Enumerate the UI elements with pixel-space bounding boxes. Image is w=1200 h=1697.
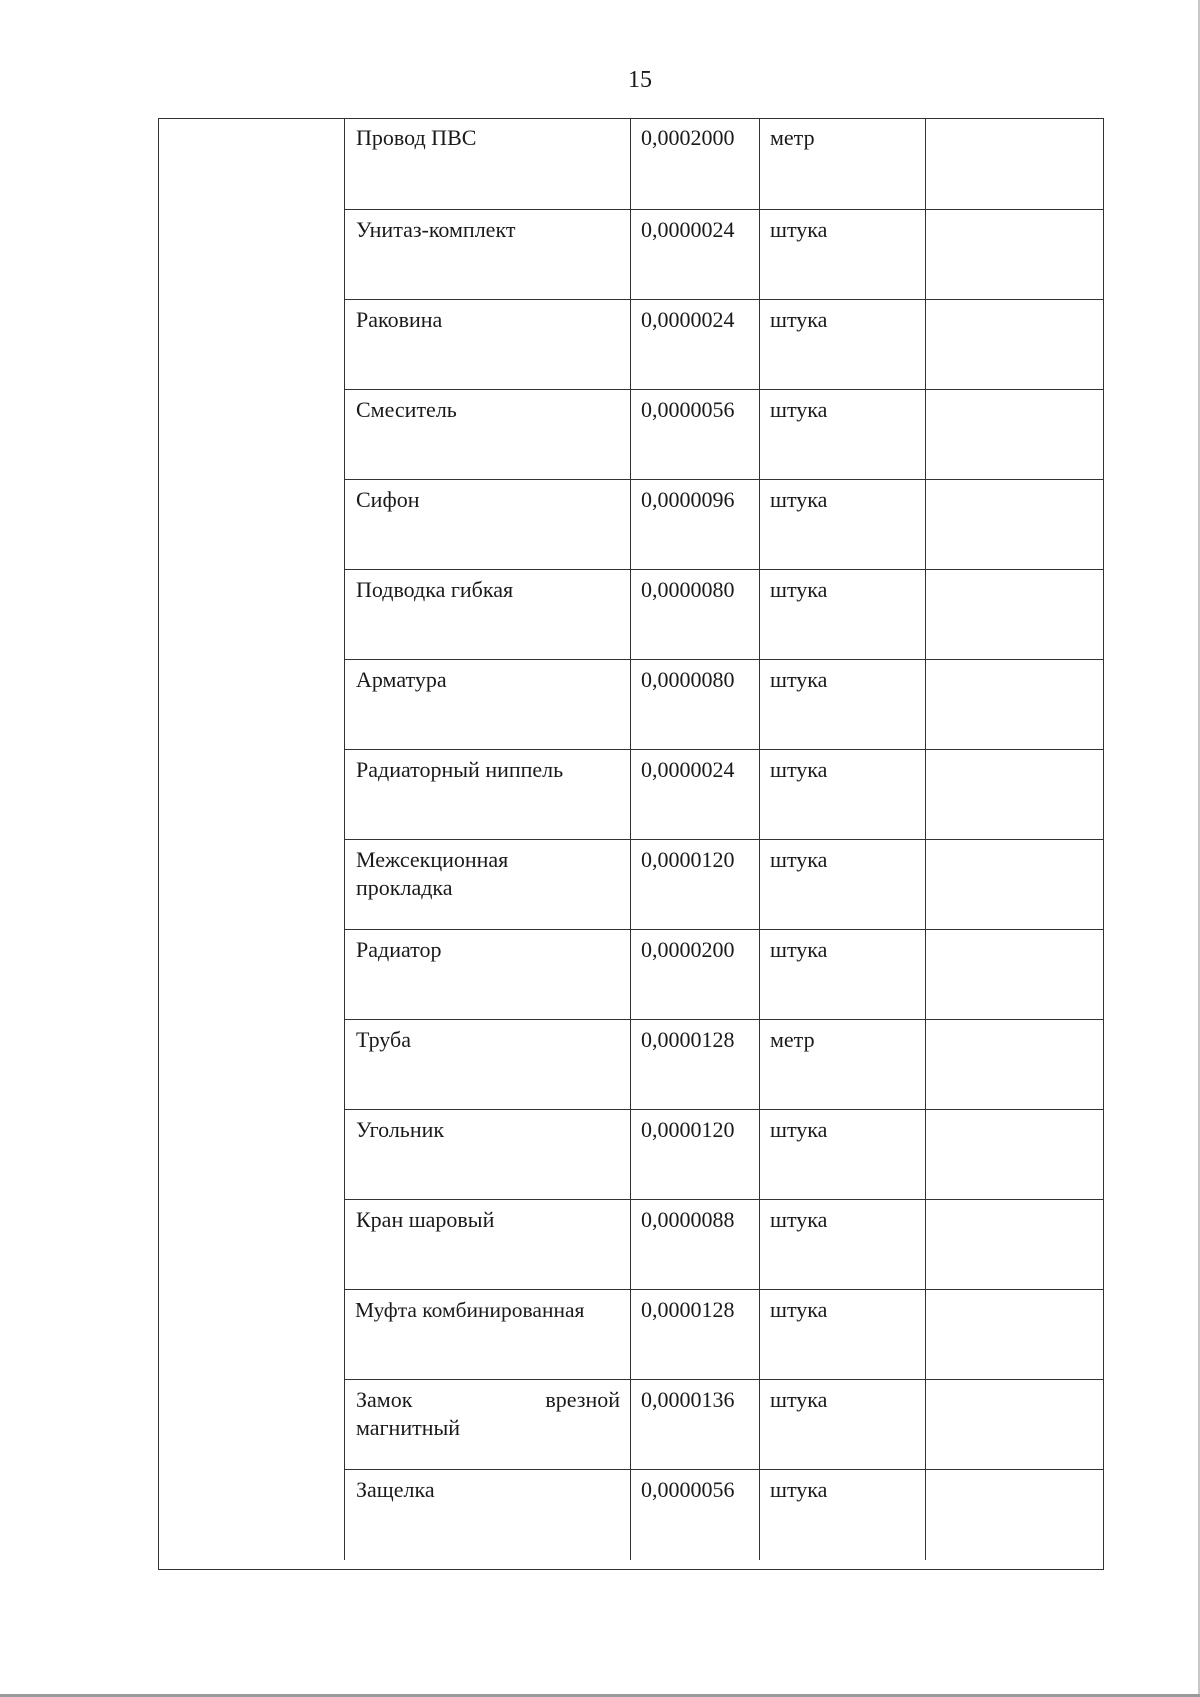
table-row: [344, 1290, 1104, 1380]
table-row: [344, 1020, 1104, 1110]
material-quantity: 0,0000128: [630, 1290, 759, 1379]
material-unit: штука: [759, 1200, 925, 1289]
material-name: Смеситель: [344, 390, 630, 479]
material-name: Муфта комбинированная: [344, 1290, 630, 1379]
material-name: Радиатор: [344, 930, 630, 1019]
material-unit: штука: [759, 210, 925, 299]
empty-cell: [925, 930, 1104, 1019]
material-name: [344, 1380, 630, 1469]
material-name: Труба: [344, 1020, 630, 1109]
material-unit: штука: [759, 1290, 925, 1379]
empty-cell: [925, 1290, 1104, 1379]
material-unit: штука: [759, 1380, 925, 1469]
empty-cell: [925, 840, 1104, 929]
material-quantity: 0,0000080: [630, 660, 759, 749]
material-quantity: 0,0000096: [630, 480, 759, 569]
empty-cell: [925, 390, 1104, 479]
page-number: 15: [628, 67, 652, 93]
material-name: Арматура: [344, 660, 630, 749]
material-quantity: 0,0000088: [630, 1200, 759, 1289]
table-row: [344, 570, 1104, 660]
material-name: Сифон: [344, 480, 630, 569]
material-name: Межсекционная прокладка: [344, 840, 630, 929]
material-name: Подводка гибкая: [344, 570, 630, 659]
material-unit: штука: [759, 660, 925, 749]
empty-cell: [925, 1380, 1104, 1469]
material-name-part: магнитный: [356, 1415, 461, 1440]
empty-cell: [925, 1110, 1104, 1199]
material-unit: метр: [759, 118, 925, 209]
material-quantity: 0,0000200: [630, 930, 759, 1019]
empty-cell: [925, 750, 1104, 839]
material-unit: штука: [759, 1470, 925, 1560]
empty-cell: [925, 660, 1104, 749]
table-row: [344, 118, 1104, 210]
table-row: [344, 1380, 1104, 1470]
empty-cell: [925, 118, 1104, 209]
material-name: Радиаторный ниппель: [344, 750, 630, 839]
material-name: Кран шаровый: [344, 1200, 630, 1289]
table-row: [344, 480, 1104, 570]
material-quantity: 0,0002000: [630, 118, 759, 209]
material-unit: штука: [759, 390, 925, 479]
material-unit: штука: [759, 300, 925, 389]
material-name-part: Замок: [356, 1387, 413, 1412]
table-row: [344, 660, 1104, 750]
material-quantity: 0,0000120: [630, 1110, 759, 1199]
table-row: [344, 1470, 1104, 1560]
material-quantity: 0,0000056: [630, 1470, 759, 1560]
material-quantity: 0,0000056: [630, 390, 759, 479]
material-name: Угольник: [344, 1110, 630, 1199]
table-row: [344, 750, 1104, 840]
material-name: Унитаз-комплект: [344, 210, 630, 299]
material-unit: штука: [759, 840, 925, 929]
material-quantity: 0,0000120: [630, 840, 759, 929]
empty-cell: [925, 300, 1104, 389]
empty-cell: [925, 210, 1104, 299]
material-quantity: 0,0000024: [630, 300, 759, 389]
material-quantity: 0,0000024: [630, 210, 759, 299]
material-quantity: 0,0000024: [630, 750, 759, 839]
material-quantity: 0,0000136: [630, 1380, 759, 1469]
material-unit: метр: [759, 1020, 925, 1109]
material-quantity: 0,0000128: [630, 1020, 759, 1109]
material-unit: штука: [759, 930, 925, 1019]
empty-cell: [925, 1020, 1104, 1109]
table-row: [344, 210, 1104, 300]
material-name: Раковина: [344, 300, 630, 389]
materials-table: [344, 118, 1104, 1560]
table-row: [344, 390, 1104, 480]
material-name: Провод ПВС: [344, 118, 630, 209]
empty-cell: [925, 570, 1104, 659]
material-unit: штука: [759, 480, 925, 569]
table-row: [344, 300, 1104, 390]
table-row: [344, 840, 1104, 930]
material-unit: штука: [759, 570, 925, 659]
empty-cell: [925, 480, 1104, 569]
empty-cell: [925, 1470, 1104, 1560]
material-quantity: 0,0000080: [630, 570, 759, 659]
table-row: [344, 1110, 1104, 1200]
table-row: [344, 1200, 1104, 1290]
material-name: Защелка: [344, 1470, 630, 1560]
table-row: [344, 930, 1104, 1020]
material-unit: штука: [759, 750, 925, 839]
empty-cell: [925, 1200, 1104, 1289]
material-unit: штука: [759, 1110, 925, 1199]
material-name-part: врезной: [545, 1387, 620, 1412]
